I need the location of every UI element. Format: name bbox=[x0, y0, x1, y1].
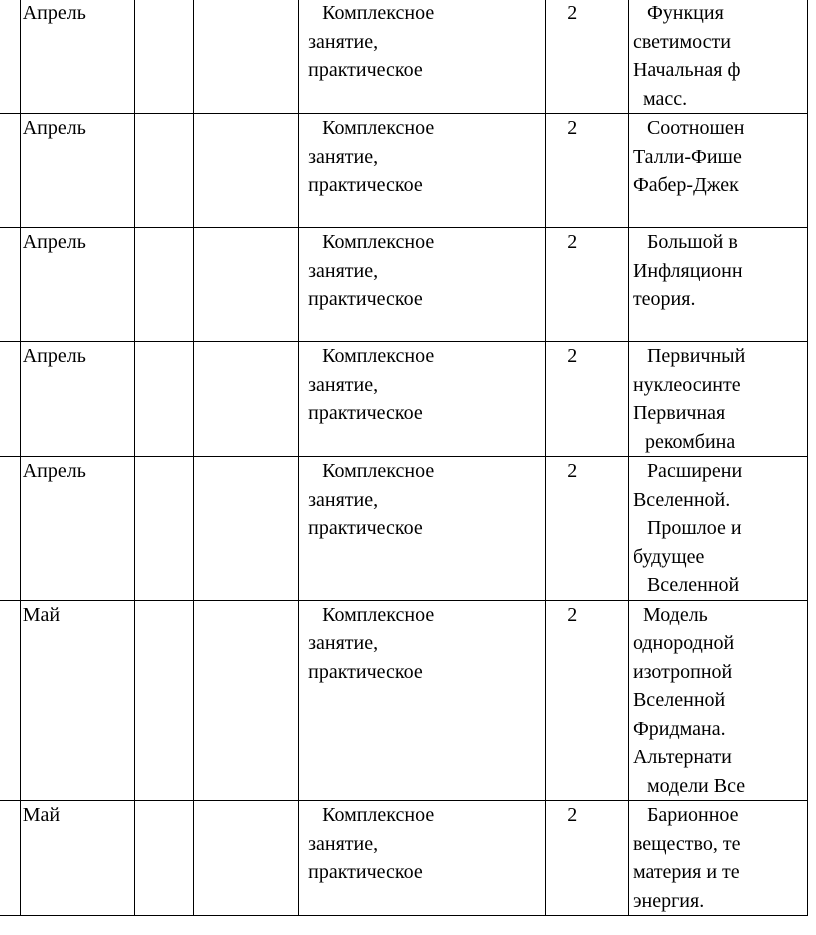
month-text: Май bbox=[22, 603, 61, 626]
topic-line: Талли-Фише bbox=[632, 145, 742, 168]
form-line: Комплексное bbox=[322, 2, 435, 24]
empty-cell bbox=[194, 228, 299, 342]
form-line: практическое bbox=[308, 402, 423, 424]
hours-text: 2 bbox=[567, 117, 578, 139]
hours-cell bbox=[546, 228, 629, 342]
topic-line: нуклеосинте bbox=[632, 373, 741, 396]
hours-text: 2 bbox=[567, 603, 578, 626]
lesson-form-cell bbox=[299, 0, 546, 114]
empty-cell bbox=[134, 342, 193, 457]
topic-line: рекомбина bbox=[644, 430, 736, 453]
topic-line: модели Все bbox=[646, 774, 746, 797]
form-line: практическое bbox=[308, 288, 423, 310]
month-cell bbox=[20, 801, 134, 916]
form-line: Комплексное bbox=[322, 231, 435, 253]
lesson-form-cell bbox=[299, 457, 546, 601]
number-cell bbox=[0, 801, 20, 916]
table-row bbox=[0, 457, 808, 601]
month-text: Апрель bbox=[22, 231, 86, 253]
form-line: занятие, bbox=[308, 30, 379, 53]
table-row bbox=[0, 342, 808, 457]
topic-line: вещество, те bbox=[632, 832, 741, 855]
topic-line: масс. bbox=[642, 87, 688, 110]
month-text: Апрель bbox=[22, 2, 86, 24]
empty-cell bbox=[134, 0, 193, 114]
topic-cell bbox=[628, 801, 807, 916]
month-cell bbox=[20, 457, 134, 601]
hours-cell bbox=[546, 801, 629, 916]
topic-line: однородной bbox=[632, 632, 735, 654]
number-cell bbox=[0, 457, 20, 601]
hours-cell bbox=[546, 0, 629, 114]
topic-line: Барионное bbox=[646, 804, 739, 826]
month-cell bbox=[20, 0, 134, 114]
form-line: практическое bbox=[308, 59, 423, 81]
topic-line: Альтернати bbox=[632, 746, 732, 768]
topic-cell bbox=[628, 600, 807, 801]
number-cell bbox=[0, 0, 20, 114]
month-cell bbox=[20, 342, 134, 457]
form-line: занятие, bbox=[308, 259, 379, 282]
topic-line: изотропной bbox=[632, 660, 733, 683]
form-line: занятие, bbox=[308, 632, 379, 654]
topic-line: Расширени bbox=[646, 460, 743, 482]
topic-cell bbox=[628, 228, 807, 342]
form-line: занятие, bbox=[308, 488, 379, 511]
empty-cell bbox=[134, 114, 193, 228]
hours-text: 2 bbox=[567, 804, 578, 826]
empty-cell bbox=[194, 0, 299, 114]
topic-line: Функция bbox=[646, 2, 724, 24]
hours-cell bbox=[546, 600, 629, 801]
form-line: занятие, bbox=[308, 373, 379, 396]
topic-cell bbox=[628, 342, 807, 457]
topic-line: Первичный bbox=[646, 345, 746, 367]
empty-cell bbox=[134, 801, 193, 916]
hours-cell bbox=[546, 457, 629, 601]
table-row bbox=[0, 228, 808, 342]
topic-cell bbox=[628, 0, 807, 114]
month-cell bbox=[20, 600, 134, 801]
topic-line: Инфляционн bbox=[632, 259, 743, 282]
hours-text: 2 bbox=[567, 460, 578, 482]
month-cell bbox=[20, 114, 134, 228]
form-line: Комплексное bbox=[322, 603, 435, 626]
empty-cell bbox=[134, 457, 193, 601]
hours-text: 2 bbox=[567, 345, 578, 367]
empty-cell bbox=[134, 228, 193, 342]
topic-line: Вселенной bbox=[632, 689, 726, 711]
month-text: Апрель bbox=[22, 117, 86, 139]
number-cell bbox=[0, 228, 20, 342]
topic-line: Фабер-Джек bbox=[632, 174, 739, 196]
hours-text: 2 bbox=[567, 2, 578, 24]
lesson-form-cell bbox=[299, 600, 546, 801]
table-row bbox=[0, 801, 808, 916]
month-text: Апрель bbox=[22, 460, 86, 482]
topic-line: Модель bbox=[642, 603, 708, 626]
topic-line: Фридмана. bbox=[632, 717, 726, 740]
topic-line: Вселенной bbox=[646, 574, 740, 596]
form-line: практическое bbox=[308, 861, 423, 883]
form-line: практическое bbox=[308, 517, 423, 539]
month-text: Апрель bbox=[22, 345, 86, 367]
empty-cell bbox=[194, 342, 299, 457]
hours-text: 2 bbox=[567, 231, 578, 253]
topic-line: Первичная bbox=[632, 402, 726, 424]
topic-line: Соотношен bbox=[646, 117, 745, 139]
hours-cell bbox=[546, 114, 629, 228]
table-row bbox=[0, 114, 808, 228]
table-row bbox=[0, 0, 808, 114]
form-line: занятие, bbox=[308, 145, 379, 168]
form-line: Комплексное bbox=[322, 117, 435, 139]
empty-cell bbox=[194, 457, 299, 601]
topic-line: Прошлое и bbox=[646, 517, 742, 539]
topic-line: материя и те bbox=[632, 861, 740, 883]
topic-line: Начальная ф bbox=[632, 59, 741, 81]
empty-cell bbox=[194, 600, 299, 801]
form-line: Комплексное bbox=[322, 345, 435, 367]
topic-line: энергия. bbox=[632, 889, 705, 912]
topic-cell bbox=[628, 114, 807, 228]
lesson-form-cell bbox=[299, 114, 546, 228]
lesson-form-cell bbox=[299, 342, 546, 457]
topic-line: теория. bbox=[632, 288, 696, 310]
lesson-form-cell bbox=[299, 801, 546, 916]
topic-line: будущее bbox=[632, 545, 705, 568]
form-line: Комплексное bbox=[322, 460, 435, 482]
form-line: Комплексное bbox=[322, 804, 435, 826]
month-text: Май bbox=[22, 804, 61, 826]
empty-cell bbox=[194, 801, 299, 916]
table-row bbox=[0, 600, 808, 801]
lesson-form-cell bbox=[299, 228, 546, 342]
form-line: практическое bbox=[308, 174, 423, 196]
topic-line: Вселенной. bbox=[632, 488, 731, 511]
month-cell bbox=[20, 228, 134, 342]
form-line: практическое bbox=[308, 660, 423, 683]
number-cell bbox=[0, 114, 20, 228]
empty-cell bbox=[134, 600, 193, 801]
topic-cell bbox=[628, 457, 807, 601]
empty-cell bbox=[194, 114, 299, 228]
number-cell bbox=[0, 600, 20, 801]
topic-line: светимости bbox=[632, 30, 731, 53]
number-cell bbox=[0, 342, 20, 457]
topic-line: Большой в bbox=[646, 231, 738, 253]
form-line: занятие, bbox=[308, 832, 379, 855]
hours-cell bbox=[546, 342, 629, 457]
